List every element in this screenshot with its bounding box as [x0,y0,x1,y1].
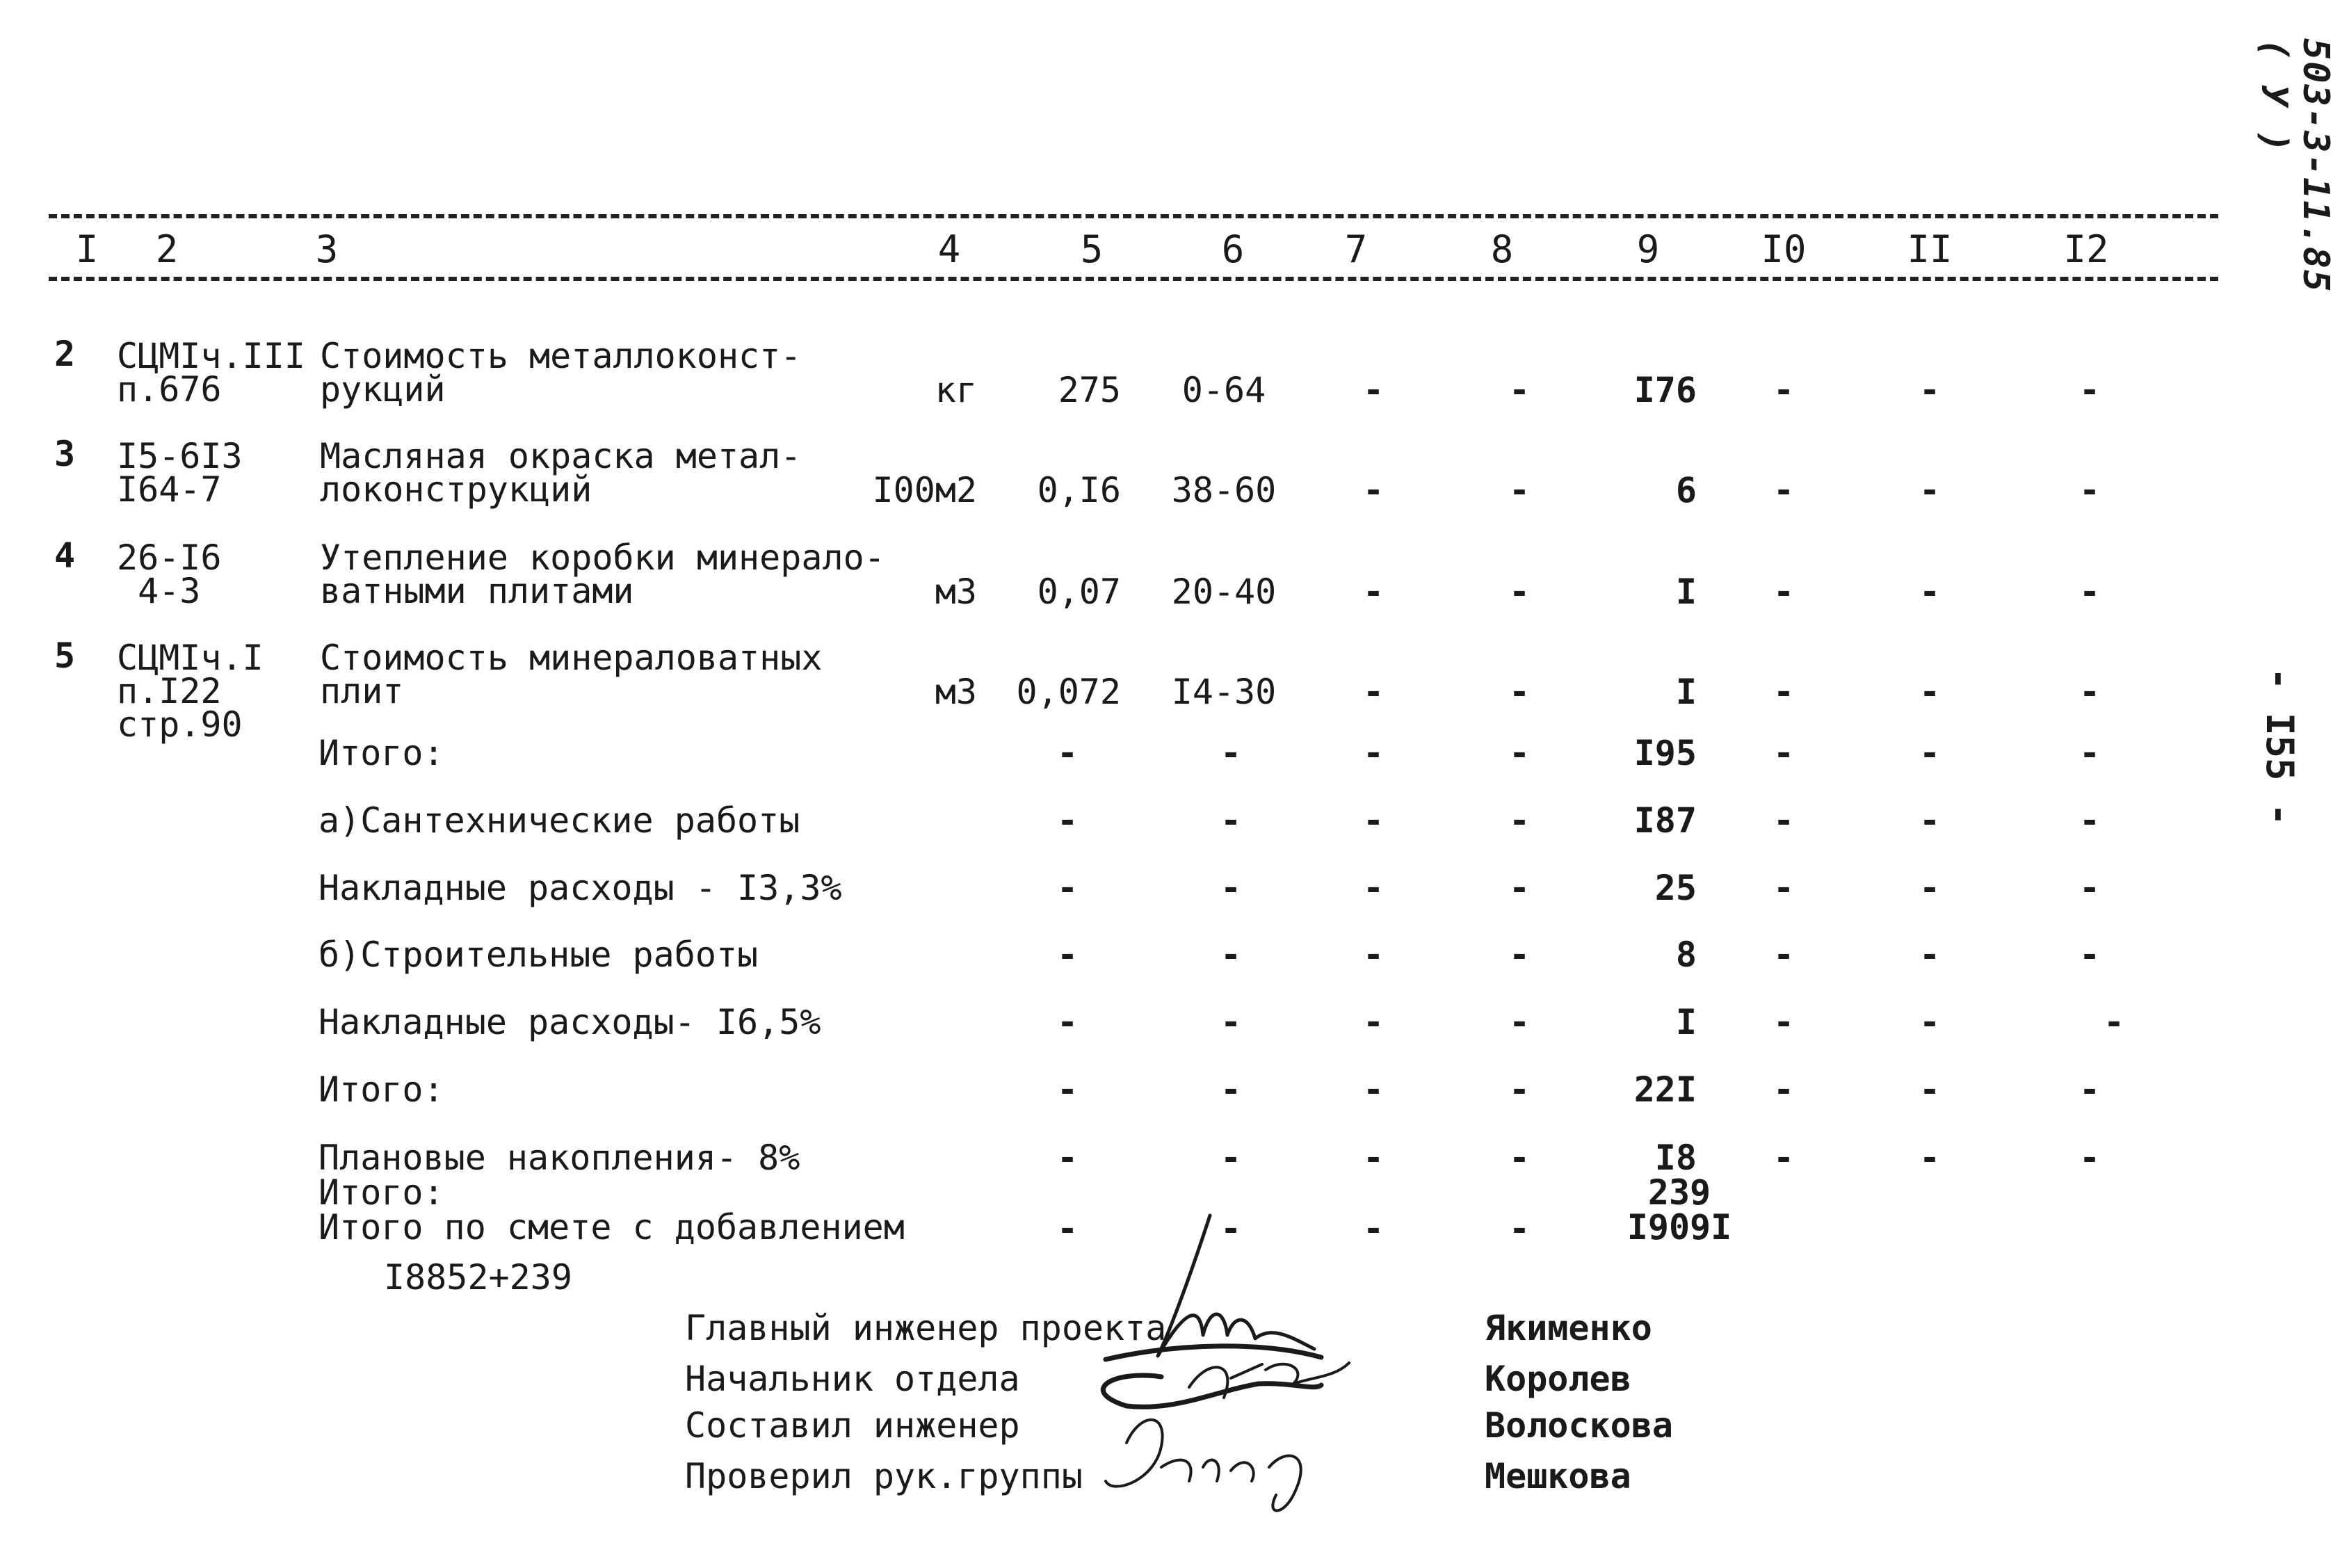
summary-col8: - [1508,868,1531,908]
summary-col11: - [1919,733,1941,773]
summary-total: I [1675,1002,1697,1042]
summary-total: 25 [1654,868,1697,908]
summary-col7: - [1362,868,1385,908]
summary-col12: - [2078,733,2101,773]
signature-stroke-1 [1158,1215,1314,1356]
subtotal-value: 239 [1647,1172,1711,1213]
row-description: Стоимость минераловатных плит [320,638,823,711]
row-col12: - [2078,572,2101,612]
header-col-6: 6 [1221,227,1245,271]
document-code: 503-3-11.85 ( У ) [2253,38,2336,293]
summary-col10: - [1773,800,1795,841]
summary-col8: - [1508,800,1531,841]
signature-role: Начальник отдела [685,1359,1020,1399]
row-quantity: 0,I6 [1037,470,1121,510]
summary-col12: - [2078,800,2101,841]
summary-col7: - [1362,1069,1385,1110]
row-description: Стоимость металлоконст- рукций [320,336,802,410]
summary-description: б)Строительные работы [318,935,759,975]
summary-col6: - [1220,1138,1242,1178]
summary-col12: - [2078,1138,2101,1178]
signature-name: Мешкова [1485,1456,1631,1496]
row-col12: - [2078,370,2101,410]
header-col-1: I [75,227,99,271]
grand-total-note: I8852+239 [384,1257,572,1298]
row-number: 4 [54,535,76,576]
row-col10: - [1773,572,1795,612]
row-col11: - [1919,672,1941,712]
summary-col6: - [1220,935,1242,975]
summary-col11: - [1919,1138,1941,1178]
summary-col8: - [1508,935,1531,975]
header-col-10: I0 [1761,227,1807,271]
row-unit: м3 [935,672,977,712]
summary-col12: - [2103,1002,2125,1042]
summary-col12: - [2078,1069,2101,1110]
summary-col6: - [1220,733,1242,773]
header-col-2: 2 [155,227,179,271]
row-quantity: 0,07 [1037,572,1121,612]
header-col-11: II [1907,227,1953,271]
summary-col10: - [1773,1069,1795,1110]
header-rule-bottom [49,277,2218,281]
row-col12: - [2078,470,2101,510]
row-total: I [1675,672,1697,712]
summary-total: 8 [1675,935,1697,975]
header-col-4: 4 [937,227,961,271]
summary-col7: - [1362,733,1385,773]
grand-total-value: I909I [1626,1207,1732,1247]
row-unit: I00м2 [872,470,977,510]
row-col8: - [1508,672,1531,712]
summary-total: I95 [1633,733,1697,773]
summary-col11: - [1919,935,1941,975]
header-col-9: 9 [1636,227,1660,271]
summary-col12: - [2078,935,2101,975]
handwritten-signatures [1085,1203,1474,1530]
summary-col10: - [1773,733,1795,773]
summary-col11: - [1919,1069,1941,1110]
row-col8: - [1508,470,1531,510]
summary-col5: - [1056,868,1079,908]
summary-col7: - [1362,800,1385,841]
header-col-5: 5 [1080,227,1104,271]
row-code: СЦМIч.III п.676 [117,336,305,410]
summary-col8: - [1508,1069,1531,1110]
row-unit-price: 0-64 [1181,370,1266,410]
summary-description: а)Сантехнические работы [318,800,800,841]
row-col7: - [1362,470,1385,510]
summary-col8: - [1508,1138,1531,1178]
row-total: 6 [1675,470,1697,510]
row-col8: - [1508,572,1531,612]
row-number: 3 [54,434,76,474]
row-unit: м3 [935,572,977,612]
summary-col6: - [1220,868,1242,908]
signature-role: Главный инженер проекта [685,1308,1167,1348]
row-code: СЦМIч.I п.I22 стр.90 [117,638,264,745]
summary-col11: - [1919,1002,1941,1042]
summary-col6: - [1220,1002,1242,1042]
row-unit-price: 20-40 [1171,572,1277,612]
signature-name: Волоскова [1485,1405,1673,1446]
signature-stroke-4 [1106,1420,1301,1511]
signature-stroke-2 [1103,1346,1321,1407]
row-col8: - [1508,370,1531,410]
summary-col7: - [1362,935,1385,975]
row-col10: - [1773,672,1795,712]
row-total: I [1675,572,1697,612]
summary-col10: - [1773,1138,1795,1178]
row-col7: - [1362,672,1385,712]
row-col11: - [1919,470,1941,510]
summary-description: Итого: [318,1069,444,1110]
summary-col5: - [1056,1069,1079,1110]
summary-col8: - [1508,733,1531,773]
summary-col6: - [1220,1069,1242,1110]
grand-total-label: Итого по смете с добавлением [318,1207,905,1247]
signature-name: Якименко [1485,1308,1652,1348]
row-quantity: 275 [1058,370,1121,410]
summary-col7: - [1362,1138,1385,1178]
grand-total-col6: - [1220,1209,1242,1249]
summary-total: 22I [1633,1069,1697,1110]
header-col-7: 7 [1344,227,1368,271]
summary-col6: - [1220,800,1242,841]
page-number: - I55 - [2258,668,2302,826]
row-col12: - [2078,672,2101,712]
summary-total: I87 [1633,800,1697,841]
signature-name: Королев [1485,1359,1631,1399]
row-unit-price: I4-30 [1171,672,1277,712]
signature-role: Составил инженер [685,1405,1020,1446]
row-unit-price: 38-60 [1171,470,1277,510]
summary-col10: - [1773,1002,1795,1042]
row-total: I76 [1633,370,1697,410]
summary-description: Плановые накопления- 8% [318,1138,800,1178]
header-col-3: 3 [315,227,339,271]
grand-total-col8: - [1508,1209,1531,1249]
summary-col5: - [1056,935,1079,975]
summary-col5: - [1056,1002,1079,1042]
row-col11: - [1919,370,1941,410]
row-code: I5-6I3 I64-7 [117,436,243,510]
summary-description: Итого: [318,733,444,773]
row-code: 26-I6 4-3 [117,538,222,611]
row-description: Масляная окраска метал- локонструкций [320,436,802,510]
header-col-8: 8 [1490,227,1514,271]
summary-col5: - [1056,1138,1079,1178]
row-col11: - [1919,572,1941,612]
summary-total: I8 [1654,1138,1697,1178]
summary-description: Накладные расходы - I3,3% [318,868,842,908]
summary-col10: - [1773,868,1795,908]
summary-col7: - [1362,1002,1385,1042]
summary-col10: - [1773,935,1795,975]
summary-col8: - [1508,1002,1531,1042]
row-col10: - [1773,370,1795,410]
grand-total-col5: - [1056,1209,1079,1249]
summary-col5: - [1056,733,1079,773]
row-number: 5 [54,636,76,676]
subtotal-label: Итого: [318,1172,444,1213]
row-col7: - [1362,572,1385,612]
header-rule-top [49,214,2218,218]
summary-col11: - [1919,868,1941,908]
header-col-12: I2 [2063,227,2109,271]
signature-role: Проверил рук.группы [685,1456,1083,1496]
summary-description: Накладные расходы- I6,5% [318,1002,821,1042]
row-unit: кг [935,370,977,410]
row-col10: - [1773,470,1795,510]
row-number: 2 [54,334,76,374]
row-col7: - [1362,370,1385,410]
summary-col5: - [1056,800,1079,841]
row-quantity: 0,072 [1016,672,1121,712]
summary-col12: - [2078,868,2101,908]
row-description: Утепление коробки минерало- ватными плитами [320,538,885,611]
grand-total-col7: - [1362,1209,1385,1249]
summary-col11: - [1919,800,1941,841]
